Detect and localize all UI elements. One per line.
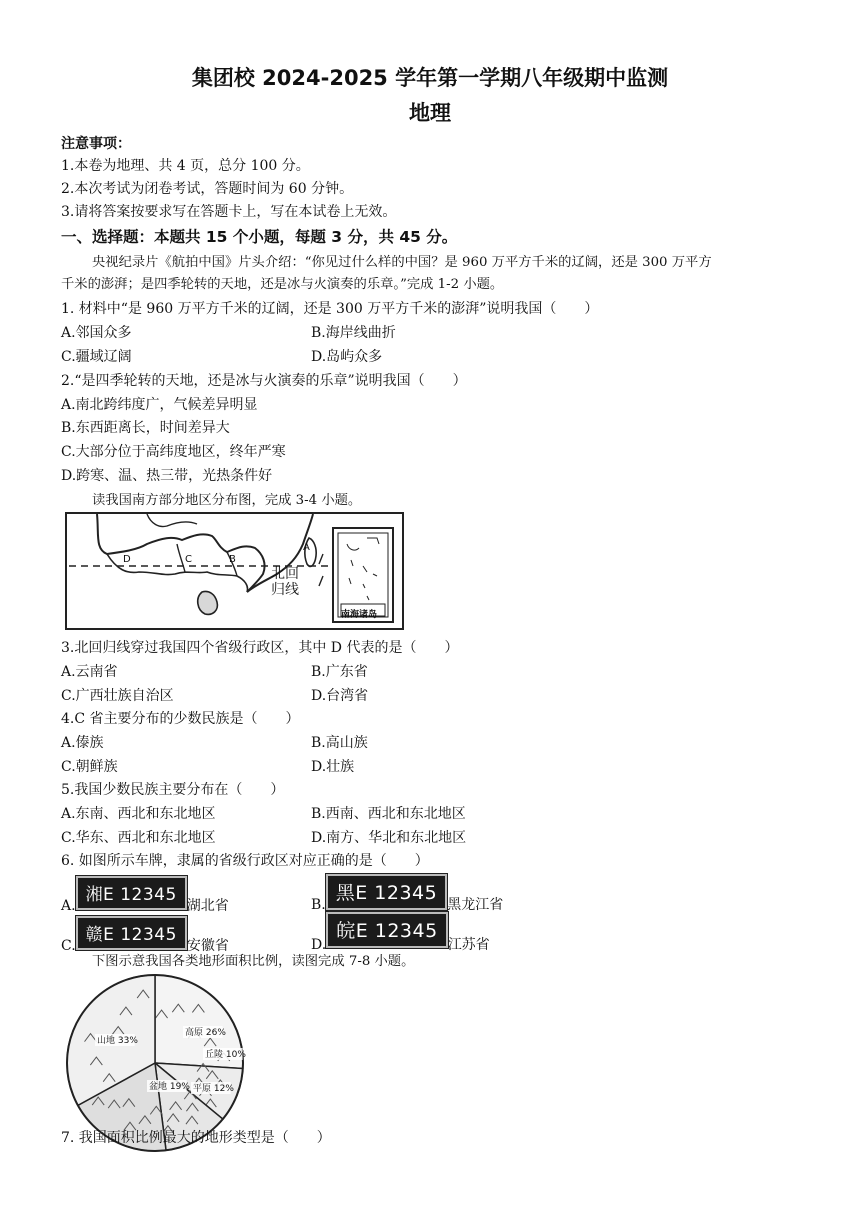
note-item: 1.本卷为地理、共 4 页，总分 100 分。 [61,158,310,174]
option-text: 江苏省 [447,937,490,953]
q4-option-b: B.高山族 [311,735,368,751]
map-intro: 读我国南方部分地区分布图，完成 3-4 小题。 [92,493,362,508]
question-7-stem: 7. 我国面积比例最大的地形类型是（ ） [61,1130,331,1146]
license-plate: 湘E 12345 [76,876,187,910]
map-label-d: D [123,554,131,565]
q3-option-b: B.广东省 [311,664,368,680]
pie-label-山地: 山地 33% [97,1036,138,1046]
map-label-b: B [229,554,236,565]
q6-option-b [311,874,503,914]
option-text: 湖北省 [186,898,229,914]
map-label-a: A [303,542,310,553]
section-heading: 一、选择题：本题共 15 个小题，每题 3 分，共 45 分。 [61,228,458,246]
q5-option-b: B.西南、西北和东北地区 [311,806,466,822]
south-china-map [65,512,404,630]
south-china-sea-islands-label: 南海诸岛 [341,610,378,620]
q1-option-a: A.邻国众多 [61,325,132,341]
q3-option-d: D.台湾省 [311,688,369,704]
map-label-c: C [185,554,192,565]
q6-option-a [61,876,229,915]
exam-title: 集团校 2024-2025 学年第一学期八年级期中监测 [191,66,669,90]
question-2-stem: 2.“是四季轮转的天地，还是冰与火演奏的乐章”说明我国（ ） [61,373,467,389]
q5-option-a: A.东南、西北和东北地区 [61,806,216,822]
note-item: 3.请将答案按要求写在答题卡上，写在本试卷上无效。 [61,204,397,220]
q3-option-c: C.广西壮族自治区 [61,688,174,704]
tropic-of-cancer-label: 北回 归线 [271,566,299,598]
q4-option-c: C.朝鲜族 [61,759,118,775]
option-letter: A. [61,898,76,914]
q2-option-b: B.东西距离长，时间差异大 [61,420,230,436]
q1-option-d: D.岛屿众多 [311,349,383,365]
q2-option-a: A.南北跨纬度广，气候差异明显 [61,397,258,413]
terrain-intro: 下图示意我国各类地形面积比例，读图完成 7-8 小题。 [92,954,415,969]
pie-label-高原: 高原 26% [185,1028,226,1038]
option-letter: B. [311,897,326,913]
license-plate: 黑E 12345 [326,874,448,910]
q1-option-b: B.海岸线曲折 [311,325,396,341]
option-letter: C. [61,938,76,954]
option-letter: D. [311,937,327,953]
intro-text: 央视纪录片《航拍中国》片头介绍：“你见过什么样的中国？是 960 万平方千米的辽阔，还是 300 万平方 [92,255,712,270]
subject-title: 地理 [409,101,451,125]
note-item: 2.本次考试为闭卷考试，答题时间为 60 分钟。 [61,181,354,197]
q5-option-c: C.华东、西北和东北地区 [61,830,216,846]
question-3-stem: 3.北回归线穿过我国四个省级行政区，其中 D 代表的是（ ） [61,640,459,656]
q1-option-c: C.疆域辽阔 [61,349,132,365]
pie-label-盆地: 盆地 19% [149,1082,190,1092]
notes-heading: 注意事项： [61,136,131,152]
q4-option-d: D.壮族 [311,759,355,775]
q2-option-d: D.跨寒、温、热三带，光热条件好 [61,468,273,484]
license-plate: 皖E 12345 [326,912,448,948]
intro-text: 千米的澎湃；是四季轮转的天地，还是冰与火演奏的乐章。”完成 1-2 小题。 [61,277,504,292]
option-text: 黑龙江省 [447,897,504,913]
question-1-stem: 1. 材料中“是 960 万平方千米的辽阔，还是 300 万平方千米的澎湃”说明我国（ ） [61,301,599,317]
question-5-stem: 5.我国少数民族主要分布在（ ） [61,782,285,798]
option-text: 安徽省 [186,938,229,954]
q6-option-d [311,912,490,954]
license-plate: 赣E 12345 [76,916,187,950]
q4-option-a: A.傣族 [61,735,104,751]
question-6-stem: 6. 如图所示车牌，隶属的省级行政区对应正确的是（ ） [61,853,429,869]
question-4-stem: 4.C 省主要分布的少数民族是（ ） [61,711,300,727]
pie-label-平原: 平原 12% [193,1084,234,1094]
pie-label-丘陵: 丘陵 10% [205,1050,246,1060]
q3-option-a: A.云南省 [61,664,118,680]
q2-option-c: C.大部分位于高纬度地区，终年严寒 [61,444,286,460]
q5-option-d: D.南方、华北和东北地区 [311,830,467,846]
